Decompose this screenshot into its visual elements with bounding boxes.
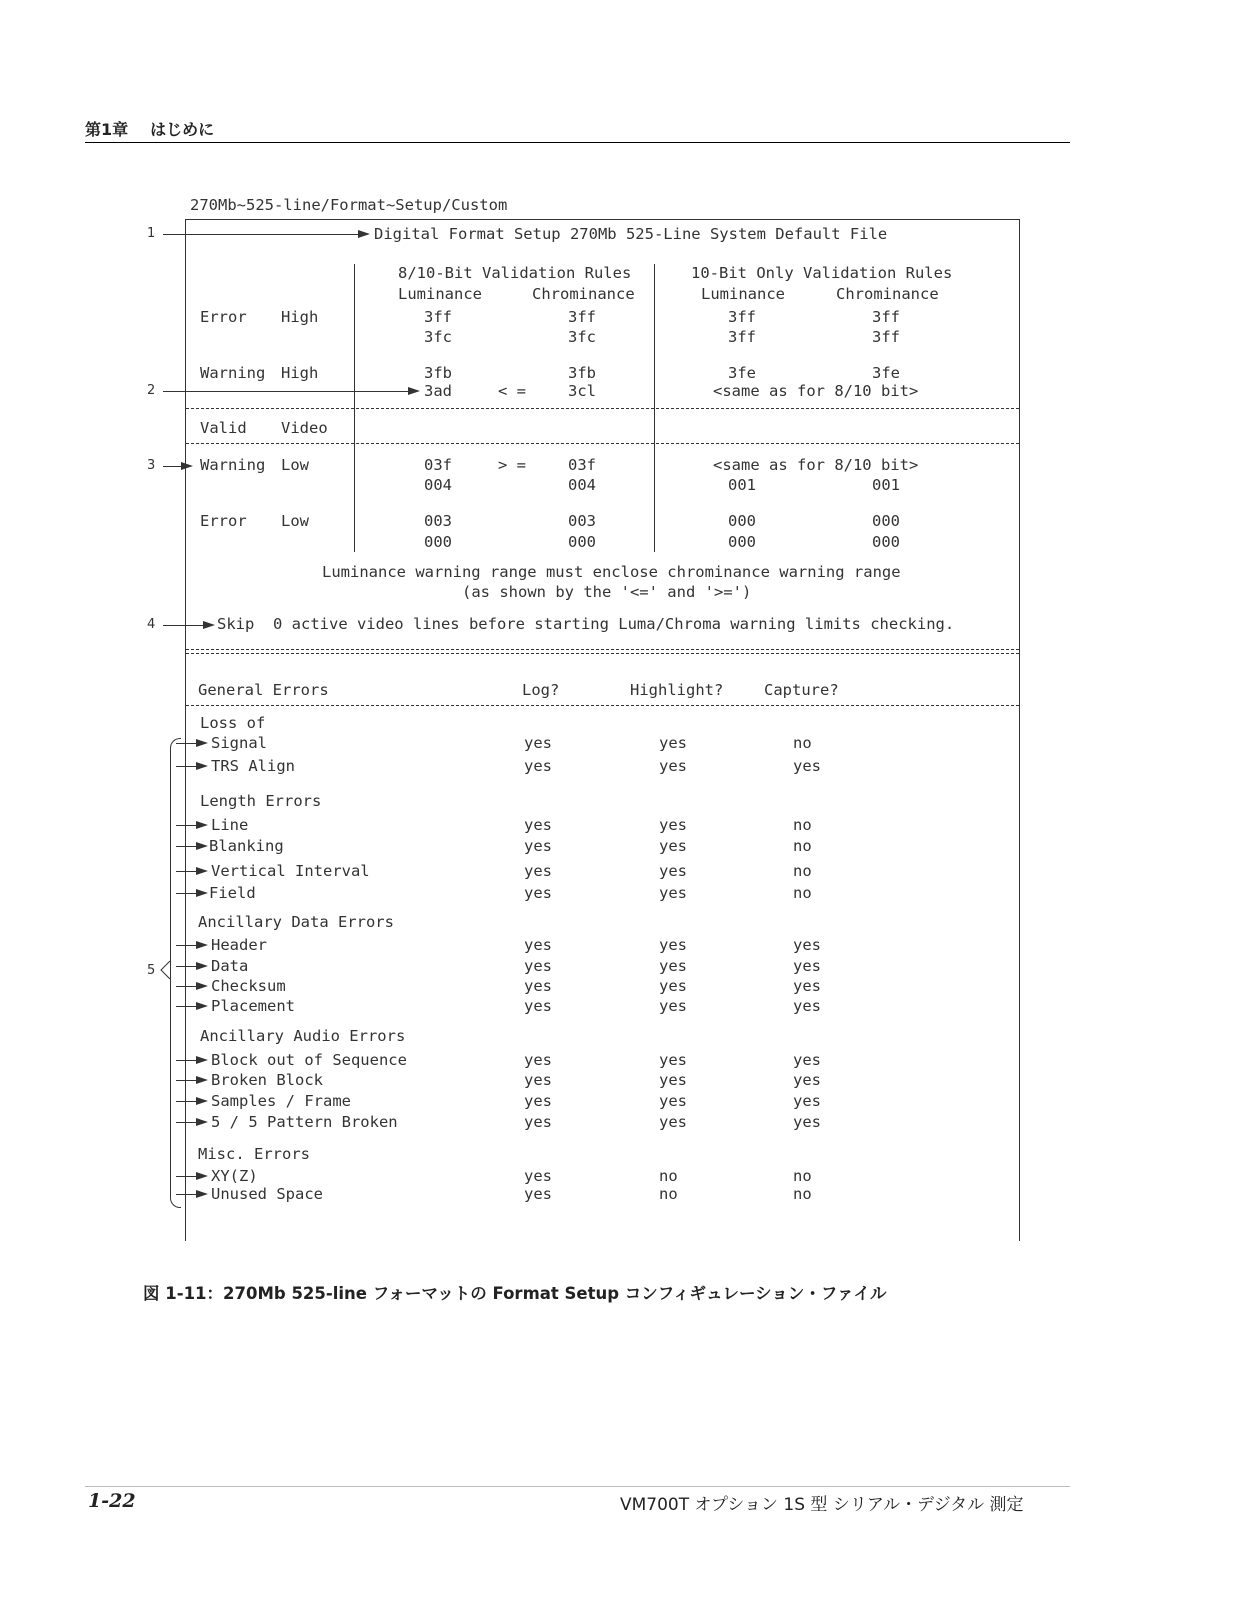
item-capture: yes — [793, 1113, 821, 1131]
file-title: Digital Format Setup 270Mb 525-Line System Default File — [374, 225, 888, 243]
item-name: Unused Space — [211, 1185, 323, 1203]
value: 03f — [424, 456, 452, 474]
item-highlight: no — [659, 1167, 678, 1185]
item-name: 5 / 5 Pattern Broken — [211, 1113, 398, 1131]
callout-1-arrow — [358, 230, 370, 238]
chrominance-header: Chrominance — [532, 285, 635, 303]
value: 3ff — [424, 308, 452, 326]
value: 000 — [872, 512, 900, 530]
item-capture: yes — [793, 1092, 821, 1110]
footer-rule — [85, 1486, 1070, 1487]
item-name: Blanking — [209, 837, 284, 855]
skip-line: Skip 0 active video lines before starting Luma/Chroma warning limits checking. — [217, 615, 955, 633]
luminance-header: Luminance — [398, 285, 482, 303]
footer-title: VM700T オプション 1S 型 シリアル・デジタル 測定 — [620, 1495, 1024, 1515]
item-highlight: yes — [659, 816, 687, 834]
value: 001 — [872, 476, 900, 494]
callout-3-line — [163, 466, 183, 467]
item-arrow — [196, 867, 208, 875]
item-arrow-line — [176, 1176, 196, 1177]
figure-caption: 図 1-11：270Mb 525-line フォーマットの Format Setup コンフィギュレーション・ファイル — [143, 1284, 887, 1303]
menu-path: 270Mb~525-line/Format~Setup/Custom — [190, 196, 508, 214]
page-number: 1-22 — [88, 1490, 136, 1512]
item-arrow — [196, 1118, 208, 1126]
item-log: yes — [524, 816, 552, 834]
item-arrow — [196, 962, 208, 970]
item-name: Placement — [211, 997, 295, 1015]
row-label: Video — [281, 419, 328, 437]
group-title: Ancillary Audio Errors — [200, 1027, 406, 1045]
bracket-tip-icon — [158, 960, 172, 980]
double-separator — [186, 653, 1019, 654]
item-highlight: yes — [659, 977, 687, 995]
item-arrow — [196, 941, 208, 949]
item-name: Field — [209, 884, 256, 902]
log-header: Log? — [522, 681, 560, 699]
frame-left — [185, 219, 186, 1241]
row-label: Error — [200, 512, 247, 530]
callout-2-line — [163, 391, 408, 392]
value: 3fe — [728, 364, 756, 382]
item-arrow — [196, 739, 208, 747]
item-name: Vertical Interval — [211, 862, 370, 880]
item-capture: yes — [793, 1071, 821, 1089]
value: 004 — [568, 476, 596, 494]
item-log: yes — [524, 757, 552, 775]
item-arrow-line — [176, 871, 196, 872]
value: 3fe — [872, 364, 900, 382]
item-highlight: no — [659, 1185, 678, 1203]
item-arrow-line — [176, 986, 196, 987]
chrominance-header: Chrominance — [836, 285, 939, 303]
operator: > = — [498, 456, 526, 474]
frame-right — [1019, 219, 1020, 1241]
item-capture: no — [793, 1167, 812, 1185]
value: 3fc — [568, 328, 596, 346]
row-label: Valid — [200, 419, 247, 437]
item-log: yes — [524, 1071, 552, 1089]
item-capture: no — [793, 734, 812, 752]
item-log: yes — [524, 997, 552, 1015]
dashed-separator — [186, 705, 1019, 706]
item-arrow-line — [176, 825, 196, 826]
item-highlight: yes — [659, 1071, 687, 1089]
item-capture: no — [793, 862, 812, 880]
item-arrow — [196, 1172, 208, 1180]
value: 3fb — [568, 364, 596, 382]
group-title: Misc. Errors — [198, 1145, 310, 1163]
callout-3: 3 — [147, 458, 156, 473]
item-log: yes — [524, 837, 552, 855]
group-title: Length Errors — [200, 792, 322, 810]
item-arrow — [196, 982, 208, 990]
item-highlight: yes — [659, 757, 687, 775]
col-10only-header: 10-Bit Only Validation Rules — [691, 264, 953, 282]
value: 3cl — [568, 382, 596, 400]
item-highlight: yes — [659, 957, 687, 975]
item-capture: no — [793, 884, 812, 902]
item-log: yes — [524, 936, 552, 954]
value: 3fc — [424, 328, 452, 346]
row-label: Low — [281, 456, 309, 474]
row-label: Error — [200, 308, 247, 326]
capture-header: Capture? — [764, 681, 839, 699]
general-errors-title: General Errors — [198, 681, 329, 699]
value: 000 — [424, 533, 452, 551]
dashed-separator — [186, 408, 1019, 409]
item-log: yes — [524, 977, 552, 995]
chapter-title: はじめに — [150, 120, 215, 139]
value: 3ff — [568, 308, 596, 326]
item-arrow-line — [176, 743, 196, 744]
value: 003 — [568, 512, 596, 530]
row-label: High — [281, 364, 319, 382]
item-highlight: yes — [659, 1092, 687, 1110]
item-name: Broken Block — [211, 1071, 323, 1089]
value: 3fb — [424, 364, 452, 382]
value: 3ff — [728, 308, 756, 326]
same-note: <same as for 8/10 bit> — [713, 382, 919, 400]
value: 3ad — [424, 382, 452, 400]
item-arrow-line — [176, 1101, 196, 1102]
chapter-number: 第1章 — [85, 120, 129, 139]
group-title: Ancillary Data Errors — [198, 913, 394, 931]
item-name: XY(Z) — [211, 1167, 258, 1185]
item-highlight: yes — [659, 837, 687, 855]
value: 03f — [568, 456, 596, 474]
item-log: yes — [524, 957, 552, 975]
value: 000 — [728, 512, 756, 530]
item-arrow-line — [176, 966, 196, 967]
value: 004 — [424, 476, 452, 494]
value: 000 — [872, 533, 900, 551]
callout-2: 2 — [147, 383, 156, 398]
col-8-10-header: 8/10-Bit Validation Rules — [398, 264, 632, 282]
row-label: Warning — [200, 364, 266, 382]
item-name: Line — [211, 816, 249, 834]
item-arrow-line — [176, 893, 196, 894]
note-line-1: Luminance warning range must enclose chrominance warning range — [322, 563, 901, 581]
callout-4-arrow — [203, 621, 215, 629]
callout-4: 4 — [147, 617, 156, 632]
item-arrow-line — [176, 1080, 196, 1081]
item-capture: yes — [793, 957, 821, 975]
item-arrow — [196, 821, 208, 829]
callout-1-line — [163, 234, 358, 235]
item-highlight: yes — [659, 862, 687, 880]
item-name: Header — [211, 936, 267, 954]
value: 001 — [728, 476, 756, 494]
item-log: yes — [524, 1113, 552, 1131]
item-arrow — [196, 842, 208, 850]
item-name: Samples / Frame — [211, 1092, 351, 1110]
item-arrow — [196, 1002, 208, 1010]
item-arrow — [196, 1097, 208, 1105]
value: 000 — [728, 533, 756, 551]
note-line-2: (as shown by the '<=' and '>=') — [462, 583, 752, 601]
value: 000 — [568, 533, 596, 551]
item-arrow-line — [176, 846, 196, 847]
header-rule — [85, 142, 1070, 143]
item-arrow-line — [176, 1006, 196, 1007]
item-highlight: yes — [659, 997, 687, 1015]
item-arrow-line — [176, 1060, 196, 1061]
item-name: Signal — [211, 734, 267, 752]
item-capture: yes — [793, 936, 821, 954]
item-name: Checksum — [211, 977, 286, 995]
operator: < = — [498, 382, 526, 400]
item-arrow — [196, 889, 208, 897]
highlight-header: Highlight? — [630, 681, 724, 699]
item-arrow — [196, 1076, 208, 1084]
item-arrow-line — [176, 1122, 196, 1123]
item-name: TRS Align — [211, 757, 295, 775]
dashed-separator — [186, 443, 1019, 444]
callout-3-arrow — [181, 462, 193, 470]
item-arrow-line — [176, 766, 196, 767]
item-capture: no — [793, 1185, 812, 1203]
item-highlight: yes — [659, 936, 687, 954]
callout-1: 1 — [147, 226, 156, 241]
callout-2-arrow — [408, 387, 420, 395]
item-log: yes — [524, 1185, 552, 1203]
item-highlight: yes — [659, 1113, 687, 1131]
item-name: Data — [211, 957, 249, 975]
item-highlight: yes — [659, 1051, 687, 1069]
frame-top — [185, 219, 1020, 220]
group-title: Loss of — [200, 714, 266, 732]
row-label: Low — [281, 512, 309, 530]
item-capture: yes — [793, 757, 821, 775]
callout-5: 5 — [147, 963, 156, 978]
chapter-header — [85, 117, 214, 140]
row-label: Warning — [200, 456, 266, 474]
row-label: High — [281, 308, 319, 326]
item-log: yes — [524, 1167, 552, 1185]
item-name: Block out of Sequence — [211, 1051, 407, 1069]
item-arrow-line — [176, 1194, 196, 1195]
item-log: yes — [524, 862, 552, 880]
double-separator — [186, 649, 1019, 650]
value: 3ff — [872, 328, 900, 346]
callout-4-line — [163, 625, 203, 626]
item-log: yes — [524, 1092, 552, 1110]
value: 3ff — [728, 328, 756, 346]
item-arrow — [196, 1190, 208, 1198]
item-capture: no — [793, 816, 812, 834]
same-note: <same as for 8/10 bit> — [713, 456, 919, 474]
item-log: yes — [524, 1051, 552, 1069]
item-highlight: yes — [659, 734, 687, 752]
luminance-header: Luminance — [701, 285, 785, 303]
item-log: yes — [524, 734, 552, 752]
value: 3ff — [872, 308, 900, 326]
item-arrow — [196, 1056, 208, 1064]
item-arrow-line — [176, 945, 196, 946]
item-capture: yes — [793, 997, 821, 1015]
item-capture: no — [793, 837, 812, 855]
item-log: yes — [524, 884, 552, 902]
item-arrow — [196, 762, 208, 770]
item-highlight: yes — [659, 884, 687, 902]
item-capture: yes — [793, 977, 821, 995]
item-capture: yes — [793, 1051, 821, 1069]
value: 003 — [424, 512, 452, 530]
